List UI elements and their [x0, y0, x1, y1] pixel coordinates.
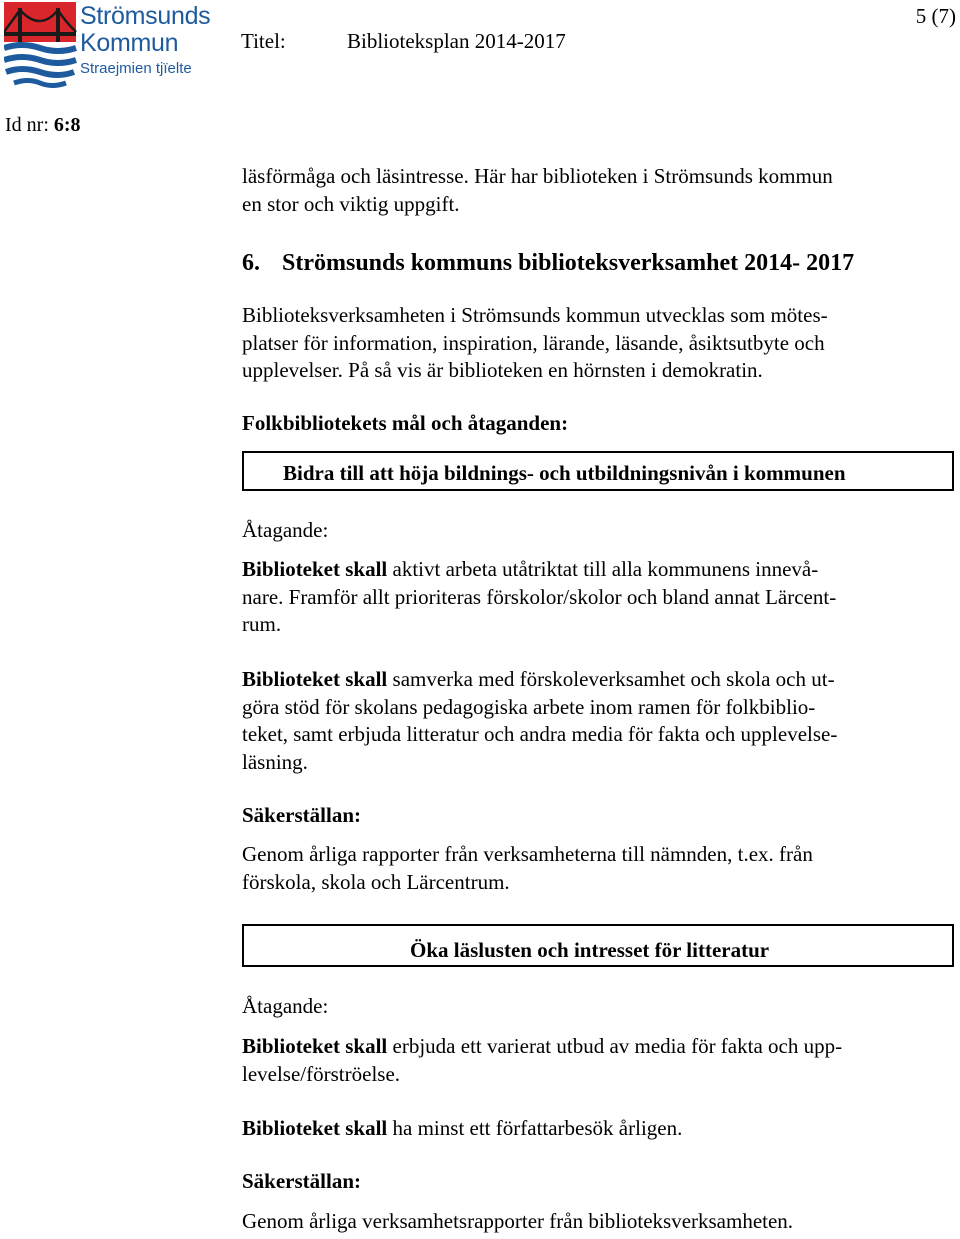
logo-text-stromsunds: Strömsunds	[80, 2, 211, 30]
goal-box	[242, 451, 954, 491]
text-line	[242, 666, 942, 694]
document-title-label: Titel:	[241, 29, 286, 53]
document-id-label: Id nr:	[5, 114, 54, 136]
goal-title: Bidra till att höja bildnings- och utbildningsnivån i kommunen	[283, 461, 846, 485]
text-line: levelse/förströelse.	[242, 1061, 401, 1086]
commitment-subject: Biblioteket skall	[242, 667, 388, 691]
text-line: upplevelser. På så vis är biblioteken en hörnsten i demokratin.	[242, 358, 763, 382]
section-title: Strömsunds kommuns biblioteksverksamhet 2014- 2017	[282, 250, 855, 276]
page-number: 5 (7)	[915, 4, 956, 28]
text-line: Genom årliga verksamhetsrapporter från biblioteksverksamheten.	[242, 1209, 794, 1233]
assurance-label: Säkerställan:	[242, 1169, 362, 1193]
text-line: göra stöd för skolans pedagogiska arbete inom ramen för folkbiblio-	[242, 694, 816, 719]
text-line: Genom årliga rapporter från verksamheterna till nämnden, t.ex. från	[242, 842, 813, 866]
commitment-text: samverka med förskoleverksamhet och skola och ut-	[387, 667, 835, 691]
commitment-subject: Biblioteket skall	[242, 1034, 388, 1058]
assurance-paragraph	[242, 841, 942, 896]
text-line: läsförmåga och läsintresse. Här har biblioteken i Strömsunds kommun	[242, 164, 833, 188]
bridge-logo-icon	[4, 2, 78, 90]
logo-text-kommun: Kommun	[80, 29, 179, 57]
document-id	[5, 114, 81, 137]
goal-box	[242, 924, 954, 967]
text-line	[242, 556, 942, 584]
text-line	[242, 1033, 942, 1061]
commitment-item	[242, 1115, 942, 1143]
document-title: Biblioteksplan 2014-2017	[347, 29, 566, 53]
text-line: en stor och viktig uppgift.	[242, 191, 460, 216]
text-line: rum.	[242, 612, 282, 636]
commitment-item	[242, 1033, 942, 1088]
commitment-text: erbjuda ett varierat utbud av media för fakta och upp-	[387, 1034, 843, 1058]
section-heading	[242, 250, 854, 277]
commitment-item	[242, 666, 942, 776]
logo-text-sami: Straejmien tjïelte	[80, 60, 192, 77]
goals-heading: Folkbibliotekets mål och åtaganden:	[242, 411, 569, 435]
intro-paragraph	[242, 163, 942, 218]
text-line: teket, samt erbjuda litteratur och andra media för fakta och upplevelse-	[242, 722, 838, 746]
text-line: förskola, skola och Lärcentrum.	[242, 869, 510, 894]
text-line: platser för information, inspiration, lärande, läsande, åsiktsutbyte och	[242, 330, 825, 355]
document-id-value: 6:8	[53, 114, 81, 136]
section-paragraph	[242, 302, 942, 385]
commitment-text: aktivt arbeta utåtriktat till alla kommunens innevå-	[387, 557, 819, 581]
goal-title: Öka läslusten och intresset för litteratur	[410, 938, 770, 962]
text-line: Biblioteksverksamheten i Strömsunds kommun utvecklas som mötes-	[242, 303, 828, 327]
assurance-paragraph	[242, 1208, 942, 1236]
commitment-text: ha minst ett författarbesök årligen.	[387, 1116, 683, 1140]
text-line: nare. Framför allt prioriteras förskolor/skolor och bland annat Lärcent-	[242, 584, 837, 609]
text-line: läsning.	[242, 749, 308, 774]
commitment-item	[242, 556, 942, 639]
commitment-label: Åtagande:	[242, 518, 329, 542]
commitment-label: Åtagande:	[242, 994, 329, 1018]
assurance-label: Säkerställan:	[242, 803, 362, 827]
text-line	[242, 1115, 942, 1143]
commitment-subject: Biblioteket skall	[242, 1116, 388, 1140]
section-number: 6.	[242, 250, 260, 276]
commitment-subject: Biblioteket skall	[242, 557, 388, 581]
